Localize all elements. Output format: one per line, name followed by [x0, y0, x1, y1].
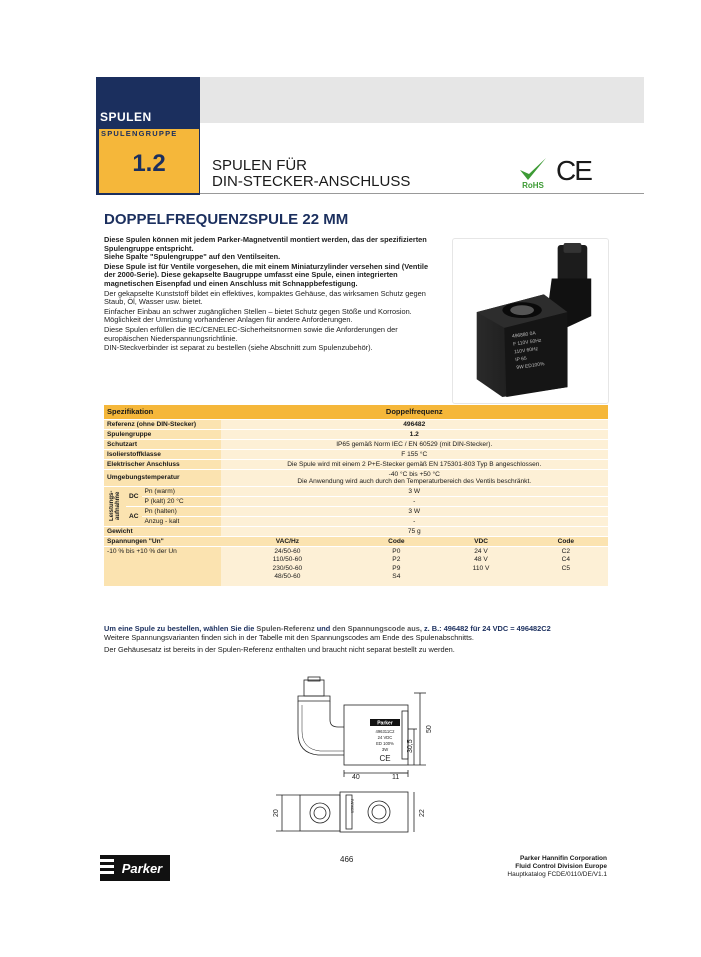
dim-30-5: 30,5: [407, 739, 414, 753]
row-label: Pn (warm): [142, 486, 221, 496]
table-header-row: [104, 405, 608, 419]
vdc-list: 24 V 48 V 110 V: [438, 546, 523, 586]
technical-drawing: [262, 675, 452, 835]
table-row: [104, 449, 608, 459]
table-row: [104, 506, 608, 516]
col-vac: VAC/Hz: [221, 536, 355, 546]
ac-label: AC: [126, 506, 142, 526]
photo-label-line3: 110V 60Hz: [514, 347, 539, 356]
vac-code-list: P0 P2 P9 S4: [354, 546, 438, 586]
row-value: -: [221, 496, 608, 506]
group-label: SPULENGRUPPE: [101, 129, 178, 138]
intro-p2: Diese Spule ist für Ventile vorgesehen, die mit einem Miniaturzylinder versehen sind (Ventile der 2000-Serie). Diese gekapselte Baugruppe umfasst eine Spule, einen integrierten magnetischen Eisenpfad und einen Anschluss mit Schnappbefestigung.: [104, 261, 429, 288]
photo-label-line4: IP 65: [515, 356, 528, 364]
dc-label: DC: [126, 486, 142, 506]
vac-list: 24/50-60 110/50-60 230/50-60 48/50-60: [221, 546, 355, 586]
ce-mark-icon: CE: [556, 155, 591, 186]
temp-range: -40 °C bis +50 °C: [388, 470, 440, 478]
col-code-dc: Code: [524, 536, 608, 546]
row-value: 3 W: [221, 486, 608, 496]
intro-p3: Der gekapselte Kunststoff bildet ein effektives, kompaktes Gehäuse, das wirksamen Schutz gegen Staub, Öl, Wasser usw. bietet.: [104, 288, 426, 307]
catalog-ref: Hauptkatalog FCDE/0110/DE/V1.1: [507, 871, 607, 878]
drawing-plate-4: 3W: [381, 747, 389, 752]
order-text-a: Um eine Spule zu bestellen, wählen Sie die: [104, 624, 255, 633]
order-text-b: Spulen-Referenz: [256, 624, 315, 633]
row-label: Isolierstoffklasse: [104, 449, 221, 459]
dim-11: 11: [392, 774, 400, 781]
rohs-icon: [516, 154, 550, 190]
table-row: [104, 459, 608, 469]
row-value: IP65 gemäß Norm IEC / EN 60529 (mit DIN-Stecker).: [221, 439, 608, 449]
col-vdc: VDC: [438, 536, 523, 546]
header-divider: [200, 193, 644, 194]
row-label: Anzug - kalt: [142, 516, 221, 526]
row-value: [221, 469, 608, 486]
drawing-side-text: PARKER: [350, 799, 354, 814]
page-title-line1: SPULEN FÜR: [212, 157, 308, 174]
vdc-code-list: C2 C4 C5: [524, 546, 608, 586]
row-value: 3 W: [221, 506, 608, 516]
dim-22: 22: [419, 809, 426, 817]
row-label: Schutzart: [104, 439, 221, 449]
order-text-d: den Spannungscode aus,: [332, 624, 422, 633]
photo-label-line2: F 110V 50Hz: [512, 338, 542, 348]
row-label: P (kalt) 20 °C: [142, 496, 221, 506]
row-label: Referenz (ohne DIN-Stecker): [104, 419, 221, 429]
header-spec: Spezifikation: [104, 405, 221, 419]
dim-50: 50: [426, 725, 433, 733]
row-label: Pn (halten): [142, 506, 221, 516]
row-value: -: [221, 516, 608, 526]
spec-table: [104, 405, 608, 587]
order-text-line2: Weitere Spannungsvarianten finden sich in der Tabelle mit den Spannungscodes am Ende des Spulenabschnitts.: [104, 633, 474, 643]
row-value: F 155 °C: [221, 449, 608, 459]
row-value: Die Spule wird mit einem 2 P+E-Stecker gemäß EN 175301-803 Typ B angeschlossen.: [221, 459, 608, 469]
table-row: [104, 419, 608, 429]
dim-20: 20: [273, 809, 280, 817]
drawing-plate-2: 24 VDC: [377, 735, 393, 740]
intro-p6: DIN-Steckverbinder ist separat zu bestellen (siehe Abschnitt zum Spulenzubehör).: [104, 343, 373, 353]
corp-info: [470, 855, 607, 879]
row-label: Gewicht: [104, 526, 221, 536]
intro-text: [104, 236, 434, 354]
row-label: Umgebungstemperatur: [104, 469, 221, 486]
table-row: [104, 546, 608, 586]
row-value: 75 g: [221, 526, 608, 536]
row-label: Elektrischer Anschluss: [104, 459, 221, 469]
table-row: [104, 526, 608, 536]
order-info: [104, 624, 608, 655]
table-row: [104, 429, 608, 439]
order-text-line3: Der Gehäusesatz ist bereits in der Spulen-Referenz enthalten und braucht nicht separat bestellt zu werden.: [104, 645, 455, 655]
row-value: 496482: [221, 419, 608, 429]
row-label: Spulengruppe: [104, 429, 221, 439]
drawing-plate-1: 496311C2: [375, 729, 395, 734]
corp-name: Parker Hannifin Corporation: [519, 855, 607, 862]
photo-label-line1: 496880 0A: [511, 331, 537, 340]
table-row: [104, 486, 608, 496]
col-code-ac: Code: [354, 536, 438, 546]
page-title-line2: DIN-STECKER-ANSCHLUSS: [212, 173, 411, 190]
photo-label-line5: 9W ED100%: [516, 362, 545, 372]
row-value: 1.2: [221, 429, 608, 439]
order-text-c: und: [316, 624, 331, 633]
header-value: Doppelfrequenz: [221, 405, 608, 419]
page-title: [212, 158, 410, 190]
parker-logo-text: Parker: [121, 861, 163, 876]
drawing-plate-3: ED 100%: [376, 741, 394, 746]
table-row: [104, 516, 608, 526]
corp-division: Fluid Control Division Europe: [515, 863, 607, 870]
table-row: [104, 536, 608, 546]
category-label: SPULEN: [100, 110, 152, 124]
intro-p5: Diese Spulen erfüllen die IEC/CENELEC-Sicherheitsnormen sowie die Anforderungen der europäischen Niederspannungsrichtlinie.: [104, 324, 398, 343]
drawing-plate-ce: CE: [379, 754, 391, 763]
intro-p1: Diese Spulen können mit jedem Parker-Magnetventil montiert werden, das der spezifizierten Spulengruppe entspricht.: [104, 235, 427, 253]
group-number: 1.2: [132, 150, 166, 177]
order-text-e: z. B.: 496482 für 24 VDC = 496482C2: [423, 624, 551, 633]
rohs-text: RoHS: [522, 181, 544, 190]
intro-p4: Einfacher Einbau an schwer zugänglichen Stellen – bietet Schutz gegen Stöße und Korrosion. Möglichkeit der Umrüstung vorhandener Anlagen für andere Anforderungen.: [104, 306, 412, 325]
voltage-tolerance: -10 % bis +10 % der Un: [104, 546, 221, 586]
temp-note: Die Anwendung wird auch durch den Temperaturbereich des Ventils beschränkt.: [297, 477, 532, 485]
power-label: Leistungs-aufnahme: [104, 486, 126, 526]
table-row: [104, 496, 608, 506]
drawing-plate-brand: Parker: [377, 720, 393, 727]
table-row: [104, 469, 608, 486]
page-number: 466: [340, 855, 354, 864]
table-row: [104, 439, 608, 449]
dim-40: 40: [352, 774, 360, 781]
coil-photo: [452, 238, 609, 404]
parker-logo: [100, 855, 170, 881]
section-title: DOPPELFREQUENZSPULE 22 MM: [104, 211, 349, 228]
intro-p1b: Siehe Spalte "Spulengruppe" auf den Ventilseiten.: [104, 252, 281, 262]
row-label: Spannungen "Un": [104, 536, 221, 546]
